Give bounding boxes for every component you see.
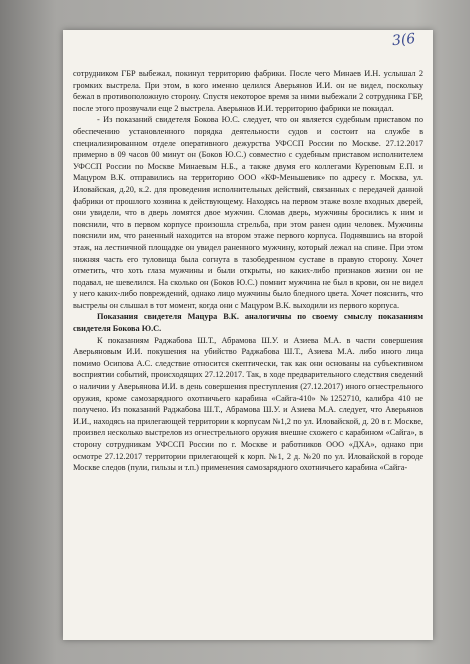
paragraph-3: Показания свидетеля Мацура В.К. аналогичны по своему смыслу показаниям свидетеля Бокова Ю.С. <box>73 312 423 334</box>
paragraph-1: сотрудником ГБР выбежал, покинул территорию фабрики. После чего Минаев И.Н. услышал 2 громких выстрела. При этом, в кого именно целился Аверьянов И.И. он не видел, поскольку бежал в противоположную сторону. Спустя некоторое время за ними выбежали 2 сотрудника ГБР, после этого прозвучали еще 2 выстрела. Аверьянов И.И. территорию фабрики не покидал. <box>73 69 423 113</box>
paragraph-4: К показаниям Раджабова Ш.Т., Абрамова Ш.У. и Азиева М.А. в части совершения Аверьяновым И.И. покушения на убийство Раджабова Ш.Т., Азиева М.А. либо иного лица помимо Осипова А.С. следствие относится скептически, так как они основаны на субъективном восприятии событий, происходящих 27.12.2017. Так, в ходе предварительного следствия сведений о наличии у Аверьянова И.И. в день совершения преступления (27.12.2017) иного огнестрельного оружия, кроме самозарядного охотничьего карабина «Сайга-410» №1252710, калибра 410 не получено. Из показаний Раджабова Ш.Т., Абрамова Ш.У. и Азиева М.А. следует, что Аверьянов И.И., находясь на прилегающей территории к корпусам №1,2 по ул. Иловайской, д. 20 в г. Москве, произвел несколько выстрелов из огнестрельного оружия внешне схожего с карабином «Сайга», в сторону сотрудникам УФССП России по г. Москве и работников ООО «ДХА», однако при осмотре 27.12.2017 территории прилегающей к корп. №1, 2 д. №20 по ул. Иловайской в городе Москве следов (пули, гильзы и т.п.) применения самозарядного охотничьего карабина «Сайга- <box>73 335 423 473</box>
paragraph-2: - Из показаний свидетеля Бокова Ю.С. следует, что он является судебным приставом по обеспечению установленного порядка деятельности судов и состоит на службе в специализированном отделе оперативного дежурства УФССП России по Москве. 27.12.2017 примерно в 09 часов 00 минут он (Боков Ю.С.) совместно с судебным приставом исполнителем УФССП России по Москве Минаевым Н.Б., а также двумя его коллегами Куреповым Е.П. и Мацуром В.К. отправились на территорию ООО «КФ-Меньшевик» по адресу г. Москва, ул. Иловайская, д.20, к.2. для проведения исполнительных действий, связанных с передачей данной фабрики от прошлого хозяина к действующему. Находясь на первом этаже возле входных дверей, они увидели, что в дверь ломятся двое мужчин. Сломав дверь, мужчины бросились к ним и пояснили, что в первом корпусе произошла стрельба, при этом ранен один человек. Мужчины пояснили им, что раненный находится на втором этаже первого корпуса. Поднявшись на второй этаж, на лестничной площадке он увидел раненного мужчину, который лежал на спине. При этом нижняя часть его туловища была согнута в тазобедренном суставе в правую сторону. Хочет отметить, что хоть глаза мужчины и были открыты, но каких-либо признаков жизни он не подавал, не шевелился. На сколько он (Боков Ю.С.) помнит мужчина не был в крови, он не видел у него каких-либо повреждений, однако лицо мужчины было бледного цвета. Хочет пояснить, что выстрелы он слышал в тот момент, когда они с Мацуром В.К. выходили из первого корпуса. <box>73 115 423 310</box>
document-body <box>73 68 423 474</box>
handwritten-page-number: 3(6 <box>390 30 416 50</box>
document-page <box>63 30 433 640</box>
